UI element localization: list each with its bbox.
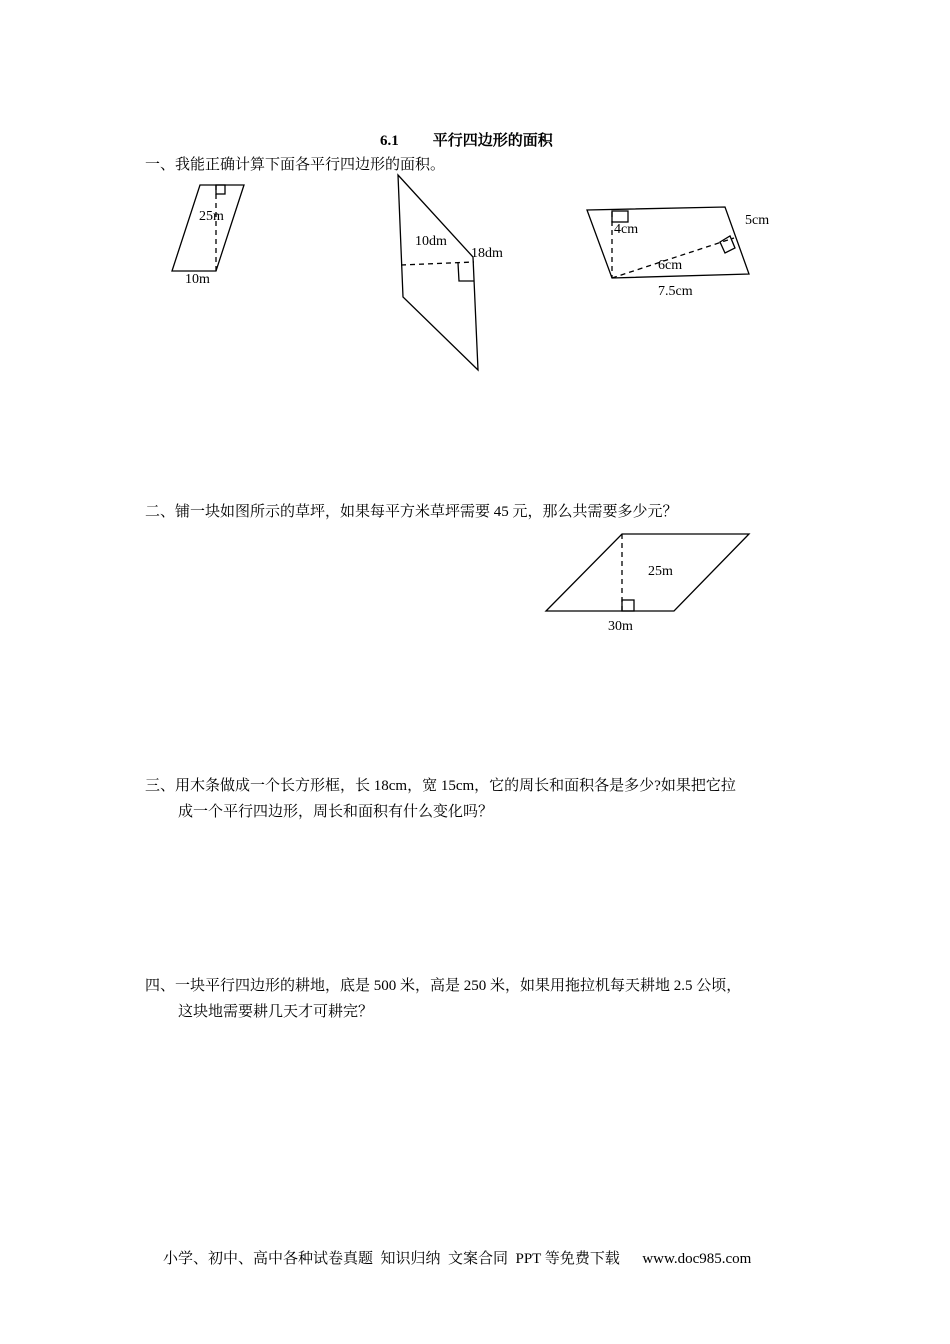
question-1: 一、我能正确计算下面各平行四边形的面积。 bbox=[145, 157, 446, 173]
lawn-base-label: 30m bbox=[608, 619, 633, 634]
fig3-height-long-label: 6cm bbox=[658, 258, 683, 273]
question-4-line-2: 这块地需要耕几天才可耕完？ bbox=[178, 1004, 374, 1020]
title-number: 6.1 bbox=[380, 133, 399, 149]
question-2: 二、铺一块如图所示的草坪，如果每平方米草坪需要 45 元，那么共需要多少元？ bbox=[145, 504, 678, 520]
fig3-height-short-label: 4cm bbox=[614, 222, 639, 237]
fig2-height-label: 10dm bbox=[415, 234, 447, 249]
lawn-right-angle bbox=[622, 600, 634, 611]
fig3-side-label: 5cm bbox=[745, 213, 770, 228]
question-4-line-1: 四、一块平行四边形的耕地，底是 500 米，高是 250 米，如果用拖拉机每天耕地 2.5 公顷， bbox=[145, 978, 742, 994]
title-text: 平行四边形的面积 bbox=[432, 133, 553, 149]
fig3-base-label: 7.5cm bbox=[658, 284, 693, 299]
fig1-outline bbox=[172, 185, 244, 271]
fig3-right-angle-1 bbox=[612, 211, 628, 222]
fig2-right-angle bbox=[458, 263, 474, 281]
fig2-outline bbox=[398, 175, 478, 370]
question-3-line-1: 三、用木条做成一个长方形框，长 18cm，宽 15cm，它的周长和面积各是多少?如果把它拉 bbox=[145, 778, 736, 794]
question-3-line-2: 成一个平行四边形，周长和面积有什么变化吗？ bbox=[178, 804, 494, 820]
lawn-height-label: 25m bbox=[648, 564, 673, 579]
fig1-base-label: 10m bbox=[185, 272, 210, 287]
fig2-height-line bbox=[401, 262, 474, 265]
fig2-side-label: 18dm bbox=[471, 246, 503, 261]
footer-text: 小学、初中、高中各种试卷真题 知识归纳 文案合同 PPT 等免费下载 www.doc985.com bbox=[163, 1251, 752, 1267]
fig1-height-label: 25m bbox=[199, 209, 224, 224]
fig1-right-angle bbox=[216, 185, 225, 194]
